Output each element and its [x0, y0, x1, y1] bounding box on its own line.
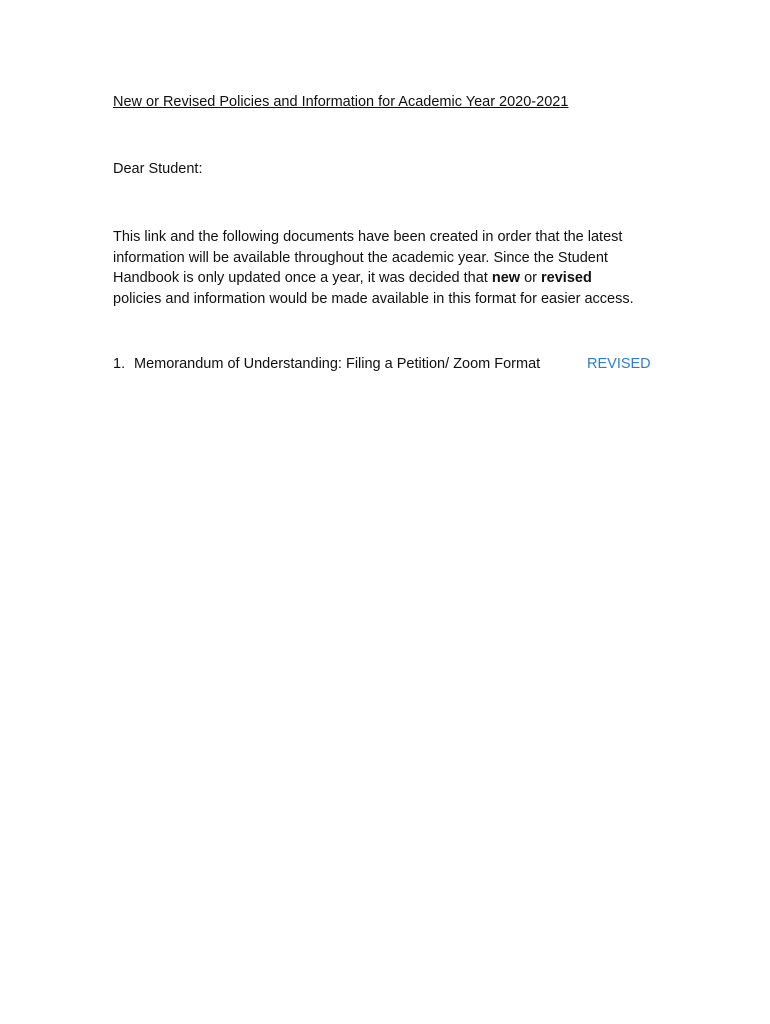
list-item — [113, 356, 658, 372]
revised-link[interactable]: REVISED — [587, 356, 651, 372]
document-title: New or Revised Policies and Information for Academic Year 2020-2021 — [113, 94, 569, 110]
item-number: 1. — [113, 356, 126, 372]
intro-paragraph — [113, 227, 673, 309]
intro-text: Handbook is only updated once a year, it was decided that — [113, 270, 492, 286]
emphasis-new: new — [491, 270, 521, 286]
intro-line: policies and information would be made available in this format for easier access. — [113, 290, 634, 307]
salutation: Dear Student: — [113, 161, 203, 177]
emphasis-revised: revised — [541, 270, 592, 286]
intro-line: information will be available throughout the academic year. Since the Student — [113, 249, 608, 266]
intro-line — [113, 268, 673, 289]
intro-text: or — [520, 270, 542, 286]
item-text: Memorandum of Understanding: Filing a Petition/ Zoom Format — [134, 356, 541, 372]
intro-line: This link and the following documents have been created in order that the latest — [113, 229, 623, 245]
